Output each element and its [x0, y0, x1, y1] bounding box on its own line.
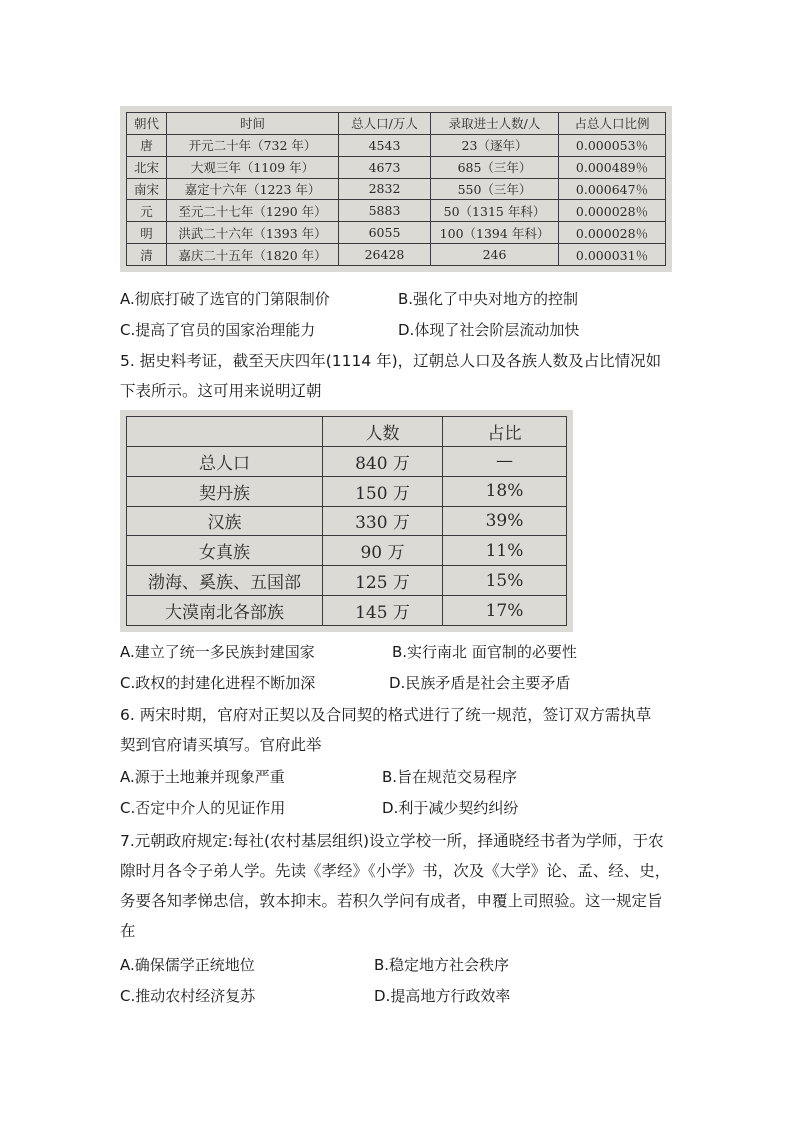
ratio-cell: 0.000031％	[559, 244, 666, 266]
table-row	[127, 476, 567, 506]
q5-option-d: D.民族矛盾是社会主要矛盾	[389, 674, 571, 692]
liao-population-table	[126, 416, 567, 626]
jinshi-cell: 685（三年）	[431, 156, 559, 178]
liao-population-table-photo	[120, 410, 573, 632]
group-cell: 大漠南北各部族	[127, 596, 323, 626]
dynasty-cell: 北宋	[127, 156, 167, 178]
header-cell: 占比	[443, 417, 567, 447]
group-cell: 汉族	[127, 506, 323, 536]
table-header-row	[127, 417, 567, 447]
population-cell: 4543	[339, 134, 431, 156]
table-row	[127, 506, 567, 536]
q4-option-a: A.彻底打破了选官的门第限制价	[120, 290, 330, 308]
ratio-cell: 0.000028％	[559, 222, 666, 244]
q4-option-d: D.体现了社会阶层流动加快	[398, 321, 580, 339]
share-cell: 39%	[443, 506, 567, 536]
time-cell: 洪武二十六年（1393 年）	[167, 222, 339, 244]
population-cell: 6055	[339, 222, 431, 244]
group-cell: 女真族	[127, 536, 323, 566]
time-cell: 至元二十七年（1290 年）	[167, 200, 339, 222]
table-row	[127, 134, 666, 156]
ratio-cell: 0.000489％	[559, 156, 666, 178]
count-cell: 840 万	[323, 446, 443, 476]
jinshi-cell: 100（1394 年科）	[431, 222, 559, 244]
q6-stem-line: 契到官府请买填写。官府此举	[120, 736, 322, 754]
count-cell: 330 万	[323, 506, 443, 536]
time-cell: 大观三年（1109 年）	[167, 156, 339, 178]
table-row	[127, 446, 567, 476]
q7-option-b: B.稳定地方社会秩序	[374, 956, 510, 974]
table-header-row	[127, 113, 666, 135]
population-cell: 26428	[339, 244, 431, 266]
jinshi-cell: 50（1315 年科）	[431, 200, 559, 222]
jinshi-cell: 550（三年）	[431, 178, 559, 200]
population-exam-table	[126, 112, 666, 266]
q6-option-b: B.旨在规范交易程序	[382, 768, 518, 786]
count-cell: 150 万	[323, 476, 443, 506]
q6-option-a: A.源于土地兼并现象严重	[120, 768, 285, 786]
dynasty-cell: 清	[127, 244, 167, 266]
q5-option-c: C.政权的封建化进程不断加深	[120, 674, 316, 692]
ratio-cell: 0.000053％	[559, 134, 666, 156]
table-row	[127, 566, 567, 596]
count-cell: 125 万	[323, 566, 443, 596]
table-row	[127, 244, 666, 266]
header-cell: 时间	[167, 113, 339, 135]
ratio-cell: 0.000028％	[559, 200, 666, 222]
time-cell: 开元二十年（732 年）	[167, 134, 339, 156]
dynasty-cell: 唐	[127, 134, 167, 156]
population-cell: 2832	[339, 178, 431, 200]
table-row	[127, 156, 666, 178]
header-cell: 占总人口比例	[559, 113, 666, 135]
count-cell: 145 万	[323, 596, 443, 626]
time-cell: 嘉庆二十五年（1820 年）	[167, 244, 339, 266]
share-cell: 15%	[443, 566, 567, 596]
population-cell: 5883	[339, 200, 431, 222]
share-cell: 18%	[443, 476, 567, 506]
q5-stem-line: 下表所示。这可用来说明辽朝	[120, 382, 322, 400]
q7-stem-line: 7.元朝政府规定:每社(农村基层组织)设立学校一所，择通晓经书者为学师，于农	[120, 832, 664, 850]
q4-option-c: C.提高了官员的国家治理能力	[120, 321, 316, 339]
population-cell: 4673	[339, 156, 431, 178]
q6-stem-line: 6. 两宋时期，官府对正契以及合同契的格式进行了统一规范，签订双方需执草	[120, 706, 652, 724]
population-exam-table-photo	[120, 106, 672, 272]
header-cell: 总人口/万人	[339, 113, 431, 135]
share-cell: 11%	[443, 536, 567, 566]
q6-option-c: C.否定中介人的见证作用	[120, 799, 286, 817]
q5-stem	[120, 346, 680, 406]
dynasty-cell: 明	[127, 222, 167, 244]
share-cell: 17%	[443, 596, 567, 626]
table-row	[127, 536, 567, 566]
group-cell: 总人口	[127, 446, 323, 476]
header-cell	[127, 417, 323, 447]
dynasty-cell: 元	[127, 200, 167, 222]
q7-stem-line: 务要各知孝悌忠信，敦本抑末。若积久学问有成者，申覆上司照验。这一规定旨	[120, 892, 663, 910]
group-cell: 渤海、奚族、五国部	[127, 566, 323, 596]
jinshi-cell: 246	[431, 244, 559, 266]
table-row	[127, 178, 666, 200]
q7-stem-line: 隙时月各令子弟人学。先读《孝经》《小学》书，次及《大学》论、孟、经、史，	[120, 862, 671, 880]
q5-option-b: B.实行南北 面官制的必要性	[392, 643, 577, 661]
ratio-cell: 0.000647％	[559, 178, 666, 200]
q7-stem	[120, 826, 680, 946]
jinshi-cell: 23（逐年）	[431, 134, 559, 156]
header-cell: 朝代	[127, 113, 167, 135]
group-cell: 契丹族	[127, 476, 323, 506]
dynasty-cell: 南宋	[127, 178, 167, 200]
count-cell: 90 万	[323, 536, 443, 566]
q6-option-d: D.利于减少契约纠纷	[382, 799, 519, 817]
header-cell: 录取进士人数/人	[431, 113, 559, 135]
q7-option-c: C.推动农村经济复苏	[120, 987, 256, 1005]
q7-option-a: A.确保儒学正统地位	[120, 956, 255, 974]
header-cell: 人数	[323, 417, 443, 447]
share-cell: —	[443, 446, 567, 476]
time-cell: 嘉定十六年（1223 年）	[167, 178, 339, 200]
q5-stem-line: 5. 据史料考证，截至天庆四年(1114 年)，辽朝总人口及各族人数及占比情况如	[120, 352, 662, 370]
table-row	[127, 596, 567, 626]
q6-stem	[120, 700, 680, 760]
q4-option-b: B.强化了中央对地方的控制	[398, 290, 579, 308]
q5-option-a: A.建立了统一多民族封建国家	[120, 643, 315, 661]
table-row	[127, 222, 666, 244]
q7-stem-line: 在	[120, 922, 136, 940]
q7-option-d: D.提高地方行政效率	[374, 987, 511, 1005]
table-row	[127, 200, 666, 222]
